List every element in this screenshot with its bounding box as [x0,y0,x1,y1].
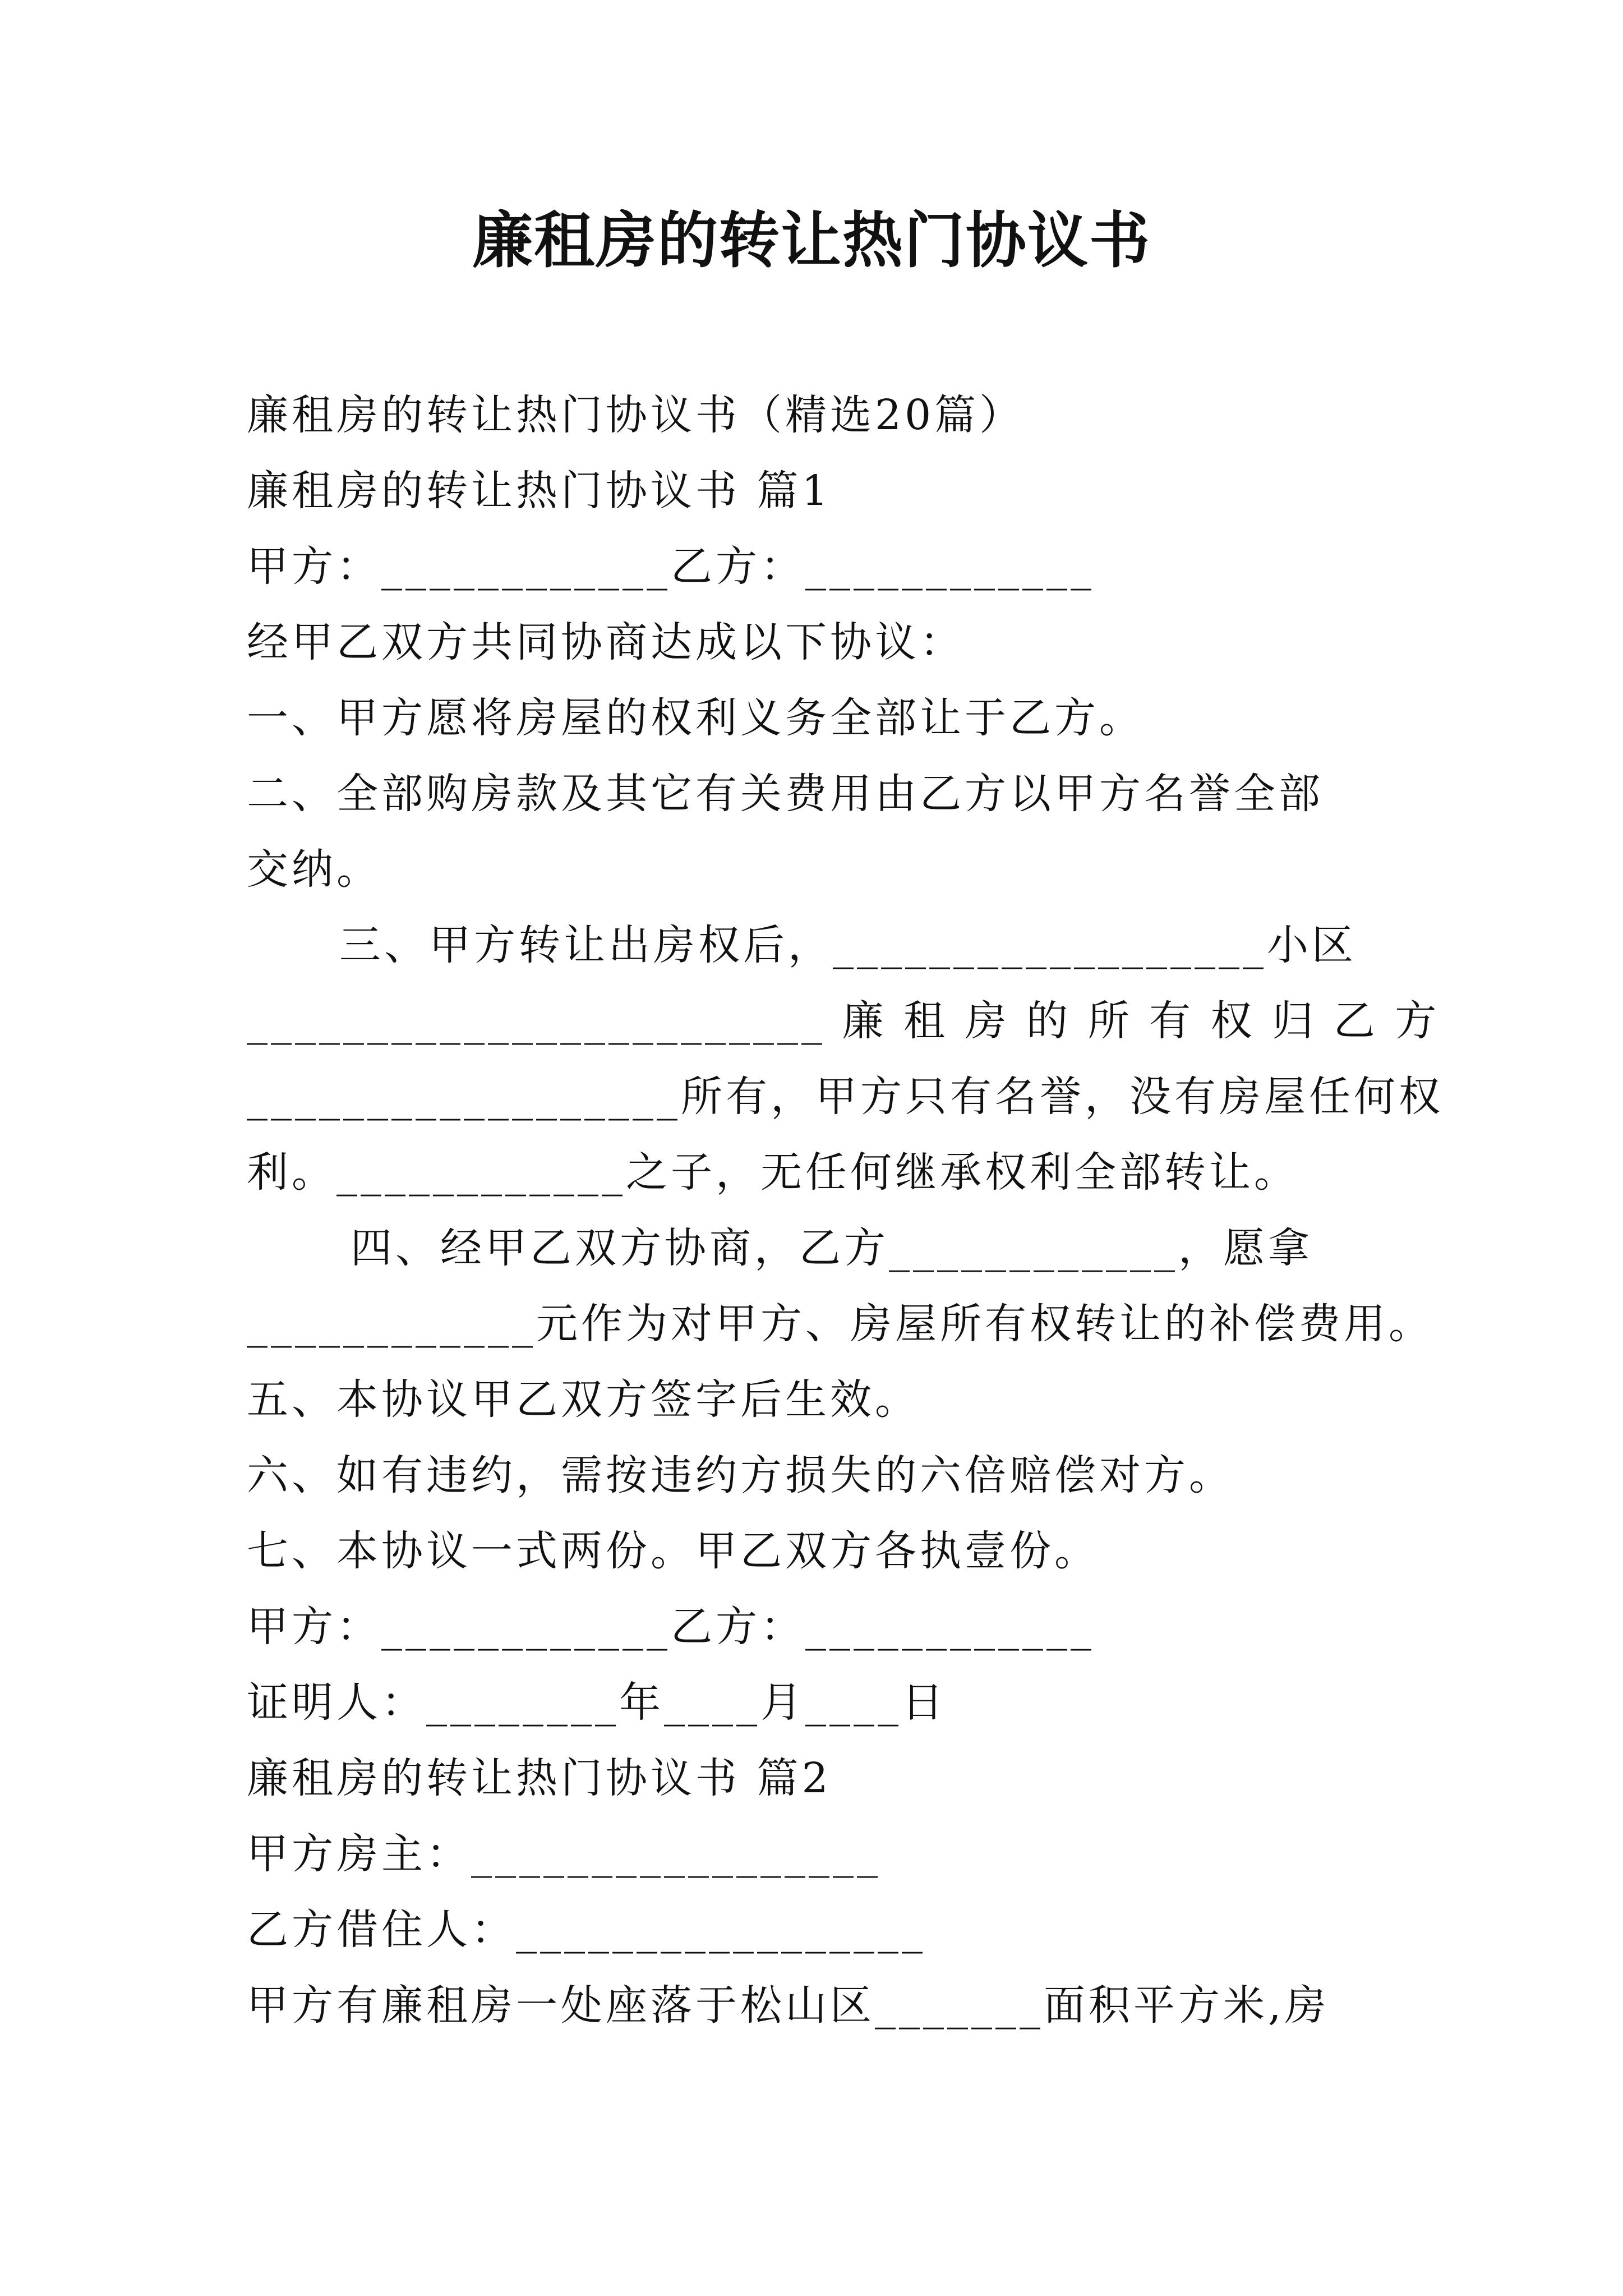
clause-6: 六、如有违约，需按违约方损失的六倍赔偿对方。 [247,1451,1234,1499]
section-heading-2: 廉租房的转让热门协议书 篇2 [247,1754,832,1802]
clause-3-cont-3: 利。____________之子，无任何继承权利全部转让。 [247,1148,1299,1197]
clause-7: 七、本协议一式两份。甲乙双方各执壹份。 [247,1527,1099,1575]
clause-5: 五、本协议甲乙双方签字后生效。 [247,1375,920,1424]
clause-4-cont: ____________元作为对甲方、房屋所有权转让的补偿费用。 [247,1300,1433,1348]
property-description: 甲方有廉租房一处座落于松山区_______面积平方米,房 [247,1981,1330,2030]
party-signature-line: 甲方：____________乙方：____________ [247,1603,1095,1651]
witness-date-line: 证明人：________年____月____日 [247,1678,947,1727]
party-a-owner: 甲方房主：_________________ [247,1830,881,1878]
clause-2: 二、全部购房款及其它有关费用由乙方以甲方名誉全部 [247,770,1324,818]
clause-3-cont-1: ________________________ 廉 租 房 的 所 有 权 归 乙 方 [247,997,1440,1045]
clause-4: 四、经甲乙双方协商，乙方____________，愿拿 [351,1224,1313,1272]
clause-2-cont: 交纳。 [247,845,381,894]
clause-3: 三、甲方转让出房权后，__________________小区 [339,921,1357,969]
clause-1: 一、甲方愿将房屋的权利义务全部让于乙方。 [247,694,1144,742]
doc-subtitle: 廉租房的转让热门协议书（精选20篇） [247,391,1025,439]
section-heading-1: 廉租房的转让热门协议书 篇1 [247,467,832,515]
document-title: 廉租房的转让热门协议书 [472,206,1151,276]
clause-3-cont-2: __________________所有，甲方只有名誉，没有房屋任何权 [247,1073,1444,1121]
party-b-borrower: 乙方借住人：_________________ [247,1906,926,1954]
agreement-intro: 经甲乙双方共同协商达成以下协议： [247,618,965,666]
party-line: 甲方：____________乙方：____________ [247,542,1095,591]
